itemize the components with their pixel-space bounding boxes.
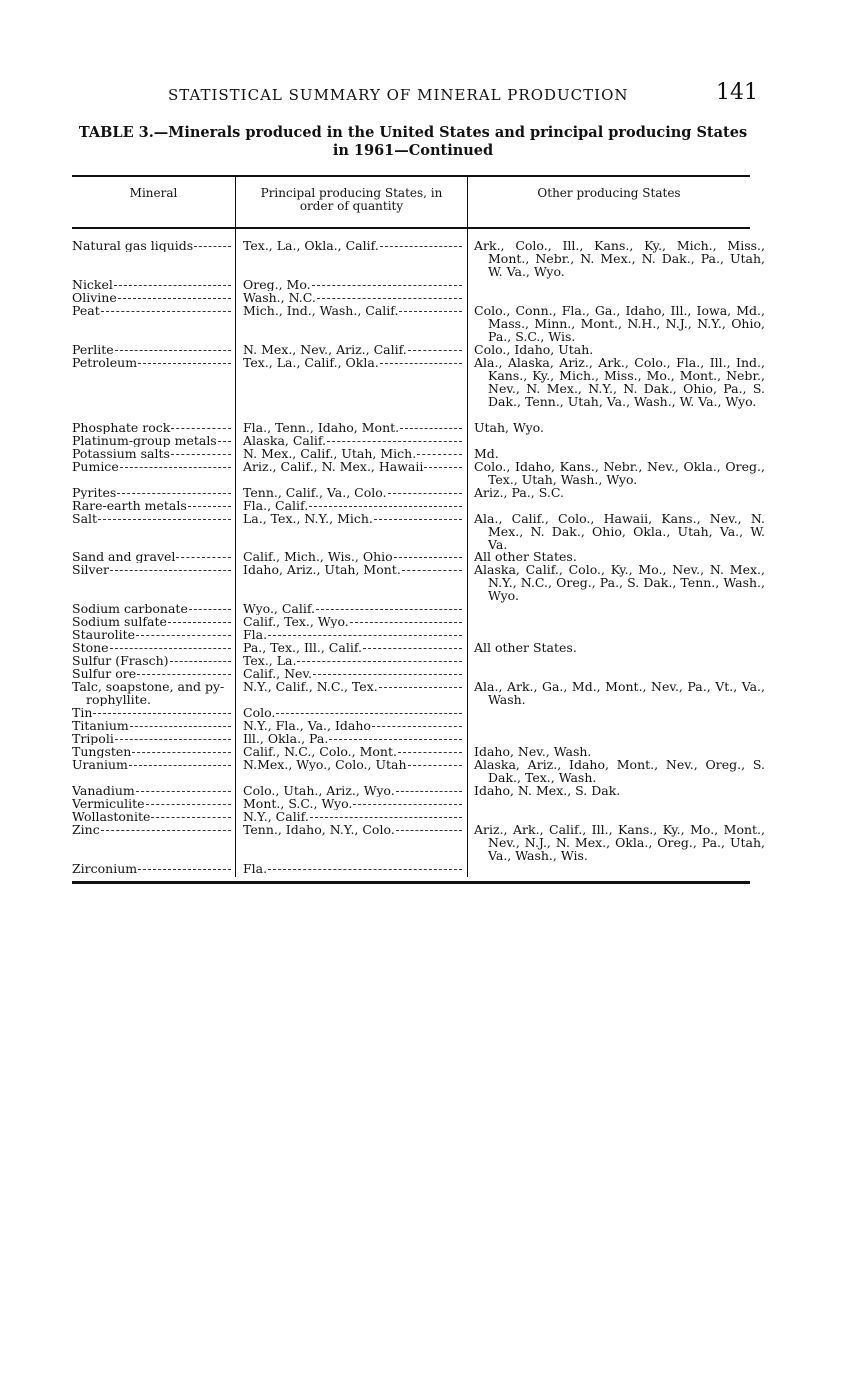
leader-dots — [312, 285, 462, 286]
leader-dots — [129, 765, 231, 766]
principal-states — [243, 512, 463, 525]
mineral-name — [72, 278, 232, 291]
principal-states — [243, 434, 463, 447]
page-header — [168, 80, 758, 110]
mineral-name-text: Uranium — [72, 758, 128, 771]
other-states: Md. — [474, 446, 499, 461]
principal-states — [243, 823, 463, 836]
leader-dots — [276, 713, 462, 714]
page-number: 141 — [716, 80, 758, 105]
column-divider-2 — [467, 177, 468, 877]
mineral-name — [72, 447, 232, 460]
mineral-name-text: Potassium salts — [72, 447, 170, 460]
other-states: Alaska, Ariz., Idaho, Mont., Nev., Oreg., S. Dak., Tex., Wash. — [474, 757, 765, 785]
other-states: Ala., Ark., Ga., Md., Mont., Nev., Pa., Vt., Va., Wash. — [474, 679, 765, 707]
mineral-name-text: Nickel — [72, 278, 113, 291]
principal-states-text: Tex., La. — [243, 654, 297, 667]
mineral-name-text: Rare-earth metals — [72, 499, 187, 512]
principal-states-text: Wyo., Calif. — [243, 602, 316, 615]
leader-dots — [130, 726, 231, 727]
principal-states — [243, 239, 463, 252]
principal-states — [243, 615, 463, 628]
principal-states — [243, 810, 463, 823]
header-mineral: Mineral — [129, 186, 178, 200]
other-states: Alaska, Calif., Colo., Ky., Mo., Nev., N. Mex., N.Y., N.C., Oreg., Pa., S. Dak., Tenn., Wash., Wyo. — [474, 562, 765, 603]
mineral-name — [72, 499, 232, 512]
header-principal-line1: Principal producing States, in — [260, 186, 443, 200]
mineral-name — [72, 654, 232, 667]
leader-dots — [408, 765, 462, 766]
leader-dots — [218, 441, 231, 442]
principal-states-text: Wash., N.C. — [243, 291, 316, 304]
leader-dots — [171, 428, 231, 429]
leader-dots — [132, 752, 231, 753]
mineral-name-text: Vermiculite — [72, 797, 145, 810]
principal-states — [243, 628, 463, 641]
principal-states-text: Alaska, Calif. — [243, 434, 327, 447]
running-head: STATISTICAL SUMMARY OF MINERAL PRODUCTION — [168, 86, 629, 104]
principal-states-text: N. Mex., Calif., Utah, Mich. — [243, 447, 417, 460]
leader-dots — [189, 609, 231, 610]
principal-states-text: Oreg., Mo. — [243, 278, 311, 291]
mineral-name-text: Natural gas liquids — [72, 239, 194, 252]
leader-dots — [138, 869, 231, 870]
mineral-name-text: Zirconium — [72, 862, 138, 875]
mineral-name — [72, 512, 232, 525]
mineral-name — [72, 550, 232, 563]
leader-dots — [316, 609, 462, 610]
leader-dots — [380, 363, 462, 364]
mineral-name — [72, 680, 230, 706]
leader-dots — [115, 739, 231, 740]
leader-dots — [114, 285, 231, 286]
leader-dots — [374, 519, 462, 520]
principal-states-text: N.Y., Calif., N.C., Tex. — [243, 680, 378, 693]
mineral-name — [72, 862, 232, 875]
mineral-name-text: Stone — [72, 641, 109, 654]
principal-states-text: Ariz., Calif., N. Mex., Hawaii — [243, 460, 424, 473]
mineral-name — [72, 810, 232, 823]
leader-dots — [313, 674, 462, 675]
principal-states-text: Fla. — [243, 862, 268, 875]
principal-states — [243, 719, 463, 732]
mineral-name-text: Salt — [72, 512, 98, 525]
mineral-name-text: Titanium — [72, 719, 129, 732]
principal-states — [243, 460, 463, 473]
principal-states-text: Pa., Tex., Ill., Calif. — [243, 641, 362, 654]
leader-dots — [309, 506, 462, 507]
leader-dots — [138, 363, 231, 364]
principal-states — [243, 291, 463, 304]
principal-states-text: Idaho, Ariz., Utah, Mont. — [243, 563, 401, 576]
mineral-name — [72, 615, 232, 628]
leader-dots — [118, 298, 231, 299]
mineral-name — [72, 421, 232, 434]
mineral-name-text: Sulfur ore — [72, 667, 137, 680]
principal-states — [243, 706, 463, 719]
minerals-table — [72, 175, 765, 887]
leader-dots — [171, 454, 231, 455]
leader-dots — [101, 830, 231, 831]
leader-dots — [110, 648, 231, 649]
top-rule — [72, 175, 750, 177]
leader-dots — [388, 493, 462, 494]
principal-states — [243, 667, 463, 680]
mineral-name-text: Tungsten — [72, 745, 132, 758]
leader-dots — [101, 311, 231, 312]
principal-states-text: N.Y., Fla., Va., Idaho — [243, 719, 371, 732]
mineral-name-text: Sulfur (Frasch) — [72, 654, 169, 667]
principal-states — [243, 602, 463, 615]
leader-dots — [372, 726, 462, 727]
mineral-name-text: Sodium carbonate — [72, 602, 188, 615]
leader-dots — [380, 246, 462, 247]
leader-dots — [402, 570, 462, 571]
mineral-name-text: Petroleum — [72, 356, 138, 369]
leader-dots — [353, 804, 462, 805]
mineral-name — [72, 706, 232, 719]
mineral-name-text: Silver — [72, 563, 109, 576]
principal-states — [243, 784, 463, 797]
mineral-name-line2: rophyllite. — [86, 692, 152, 706]
other-states: All other States. — [474, 640, 577, 655]
leader-dots — [176, 557, 231, 558]
mineral-name — [72, 628, 232, 641]
principal-states — [243, 732, 463, 745]
leader-dots — [115, 350, 231, 351]
table-caption-line1: TABLE 3.—Minerals produced in the United States and principal producing States — [78, 124, 748, 141]
mineral-name — [72, 563, 232, 576]
other-states: Ala., Calif., Colo., Hawaii, Kans., Nev., N. Mex., N. Dak., Ohio, Okla., Utah, Va., W. Va. — [474, 511, 765, 552]
principal-states — [243, 304, 463, 317]
other-states: Colo., Idaho, Utah. — [474, 342, 594, 357]
principal-states — [243, 550, 463, 563]
principal-states-text: Colo., Utah., Ariz., Wyo. — [243, 784, 395, 797]
header-principal-states — [236, 187, 467, 213]
mineral-name — [72, 667, 232, 680]
mineral-name-text: Pyrites — [72, 486, 117, 499]
mineral-name — [72, 343, 232, 356]
principal-states — [243, 421, 463, 434]
leader-dots — [310, 817, 462, 818]
principal-states — [243, 758, 463, 771]
principal-states-text: Fla., Tenn., Idaho, Mont. — [243, 421, 400, 434]
principal-states — [243, 447, 463, 460]
mineral-name-text: Perlite — [72, 343, 114, 356]
mineral-name — [72, 745, 232, 758]
leader-dots — [400, 428, 462, 429]
leader-dots — [396, 830, 462, 831]
mineral-name-text: Sand and gravel — [72, 550, 176, 563]
other-states: Ala., Alaska, Ariz., Ark., Colo., Fla., Ill., Ind., Kans., Ky., Mich., Miss., Mo., Mont., Nebr., Nev., N. Mex., N.Y., N. Dak., Ohio, Pa., S. Dak., Tenn., Utah, Va., Wash., W. Va., Wyo. — [474, 355, 765, 409]
leader-dots — [394, 557, 462, 558]
mineral-name — [72, 434, 232, 447]
principal-states-text: Mich., Ind., Wash., Calif. — [243, 304, 399, 317]
other-states: Colo., Conn., Fla., Ga., Idaho, Ill., Iowa, Md., Mass., Minn., Mont., N.H., N.J., N.Y., Ohio, Pa., S.C., Wis. — [474, 303, 765, 344]
mineral-name — [72, 460, 232, 473]
mineral-name — [72, 602, 232, 615]
mineral-name-text: Pumice — [72, 460, 119, 473]
bottom-rule — [72, 881, 750, 884]
mineral-name — [72, 719, 232, 732]
principal-states-text: Ill., Okla., Pa. — [243, 732, 329, 745]
mineral-name — [72, 797, 232, 810]
principal-states-text: Calif., Nev. — [243, 667, 313, 680]
mineral-name — [72, 758, 232, 771]
leader-dots — [146, 804, 231, 805]
leader-dots — [424, 467, 462, 468]
mineral-name — [72, 291, 232, 304]
principal-states-text: Tenn., Calif., Va., Colo. — [243, 486, 387, 499]
other-states: Ark., Colo., Ill., Kans., Ky., Mich., Miss., Mont., Nebr., N. Mex., N. Dak., Pa., Utah, W. Va., Wyo. — [474, 238, 765, 279]
leader-dots — [396, 791, 462, 792]
leader-dots — [93, 713, 231, 714]
principal-states — [243, 486, 463, 499]
leader-dots — [136, 635, 231, 636]
leader-dots — [98, 519, 231, 520]
mineral-name-text: Staurolite — [72, 628, 136, 641]
mineral-name-text: Vanadium — [72, 784, 135, 797]
principal-states-text: Calif., N.C., Colo., Mont. — [243, 745, 397, 758]
leader-dots — [350, 622, 462, 623]
table-caption-line2: in 1961—Continued — [332, 142, 494, 159]
mineral-name-text: Olivine — [72, 291, 117, 304]
mineral-name — [72, 732, 232, 745]
principal-states-text: N. Mex., Nev., Ariz., Calif. — [243, 343, 407, 356]
principal-states-text: N.Y., Calif. — [243, 810, 309, 823]
leader-dots — [137, 674, 231, 675]
leader-dots — [151, 817, 231, 818]
header-principal-line2: order of quantity — [299, 199, 404, 213]
principal-states — [243, 499, 463, 512]
leader-dots — [317, 298, 462, 299]
leader-dots — [170, 661, 231, 662]
leader-dots — [329, 739, 462, 740]
leader-dots — [268, 635, 462, 636]
principal-states-text: N.Mex., Wyo., Colo., Utah — [243, 758, 407, 771]
mineral-name — [72, 356, 232, 369]
mineral-name-text: Tripoli — [72, 732, 114, 745]
leader-dots — [188, 506, 231, 507]
mineral-name — [72, 784, 232, 797]
leader-dots — [398, 752, 462, 753]
principal-states-text: Tex., La., Okla., Calif. — [243, 239, 379, 252]
principal-states — [243, 797, 463, 810]
mineral-name-text: Platinum-group metals — [72, 434, 217, 447]
header-other-states: Other producing States — [537, 186, 681, 200]
mineral-name — [72, 823, 232, 836]
principal-states-text: Tenn., Idaho, N.Y., Colo. — [243, 823, 395, 836]
principal-states-text: Calif., Mich., Wis., Ohio — [243, 550, 393, 563]
column-divider-1 — [235, 177, 236, 877]
mineral-name — [72, 304, 232, 317]
leader-dots — [417, 454, 462, 455]
table-caption — [72, 124, 754, 160]
other-states: Utah, Wyo. — [474, 420, 544, 435]
leader-dots — [399, 311, 462, 312]
leader-dots — [363, 648, 462, 649]
principal-states — [243, 641, 463, 654]
leader-dots — [297, 661, 462, 662]
principal-states-text: Calif., Tex., Wyo. — [243, 615, 349, 628]
other-states: Colo., Idaho, Kans., Nebr., Nev., Okla., Oreg., Tex., Utah, Wash., Wyo. — [474, 459, 765, 487]
leader-dots — [117, 493, 231, 494]
principal-states — [243, 654, 463, 667]
principal-states-text: Colo. — [243, 706, 276, 719]
other-states: Ariz., Ark., Calif., Ill., Kans., Ky., Mo., Mont., Nev., N.J., N. Mex., Okla., Oreg., Pa., Utah, Va., Wash., Wis. — [474, 822, 765, 863]
leader-dots — [168, 622, 231, 623]
mineral-name — [72, 239, 232, 252]
principal-states-text: Fla. — [243, 628, 268, 641]
leader-dots — [268, 869, 462, 870]
principal-states — [243, 680, 463, 693]
mineral-name — [72, 486, 232, 499]
leader-dots — [408, 350, 462, 351]
principal-states — [243, 862, 463, 875]
mineral-name-text: Sodium sulfate — [72, 615, 167, 628]
principal-states — [243, 278, 463, 291]
leader-dots — [136, 791, 231, 792]
mineral-name-text: Wollastonite — [72, 810, 151, 823]
leader-dots — [110, 570, 231, 571]
mineral-name-text: Phosphate rock — [72, 421, 171, 434]
mineral-name-text: Zinc — [72, 823, 100, 836]
principal-states-text: Fla., Calif. — [243, 499, 309, 512]
other-states: Idaho, N. Mex., S. Dak. — [474, 783, 621, 798]
leader-dots — [120, 467, 231, 468]
mineral-name — [72, 641, 232, 654]
principal-states-text: Tex., La., Calif., Okla. — [243, 356, 379, 369]
other-states: Ariz., Pa., S.C. — [474, 485, 564, 500]
mineral-name-line1: Talc, soapstone, and py- — [72, 680, 225, 694]
principal-states-text: La., Tex., N.Y., Mich. — [243, 512, 373, 525]
principal-states — [243, 563, 463, 576]
header-rule — [72, 227, 750, 229]
leader-dots — [327, 441, 462, 442]
mineral-name-text: Peat — [72, 304, 100, 317]
leader-dots — [194, 246, 231, 247]
leader-dots — [379, 687, 462, 688]
principal-states — [243, 343, 463, 356]
other-states: All other States. — [474, 549, 577, 564]
principal-states — [243, 356, 463, 369]
principal-states — [243, 745, 463, 758]
mineral-name-text: Tin — [72, 706, 93, 719]
principal-states-text: Mont., S.C., Wyo. — [243, 797, 353, 810]
other-states: Idaho, Nev., Wash. — [474, 744, 592, 759]
